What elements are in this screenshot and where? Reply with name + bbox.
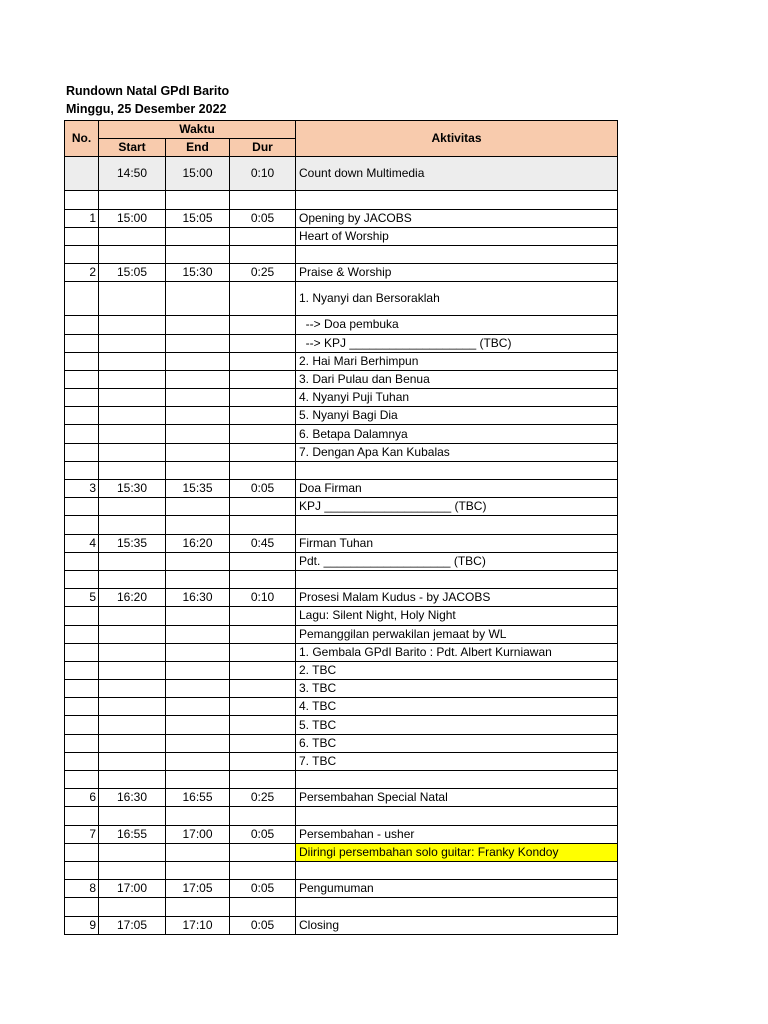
cell-end	[166, 407, 230, 425]
table-row	[65, 716, 618, 734]
cell-activity: Opening by JACOBS	[296, 209, 618, 227]
cell-activity: Pemanggilan perwakilan jemaat by WL	[296, 625, 618, 643]
cell-end: 17:00	[166, 825, 230, 843]
table-row	[65, 443, 618, 461]
cell-dur	[230, 570, 296, 588]
cell-start	[99, 607, 166, 625]
table-row	[65, 607, 618, 625]
cell-start	[99, 552, 166, 570]
cell-end	[166, 661, 230, 679]
cell-no	[65, 716, 99, 734]
table-row	[65, 264, 618, 282]
cell-activity: 2. Hai Mari Berhimpun	[296, 352, 618, 370]
cell-dur	[230, 316, 296, 334]
table-row	[65, 282, 618, 316]
cell-end	[166, 898, 230, 916]
cell-start: 15:00	[99, 209, 166, 227]
table-row	[65, 245, 618, 263]
cell-dur: 0:05	[230, 825, 296, 843]
table-row	[65, 916, 618, 934]
cell-start: 17:00	[99, 880, 166, 898]
cell-end	[166, 625, 230, 643]
cell-start: 14:50	[99, 157, 166, 191]
cell-dur	[230, 698, 296, 716]
cell-dur	[230, 227, 296, 245]
cell-no	[65, 461, 99, 479]
cell-start	[99, 752, 166, 770]
cell-no: 5	[65, 589, 99, 607]
cell-activity	[296, 516, 618, 534]
cell-dur: 0:25	[230, 789, 296, 807]
table-row	[65, 589, 618, 607]
cell-end	[166, 245, 230, 263]
header-dur: Dur	[230, 139, 296, 157]
table-row	[65, 825, 618, 843]
header-start: Start	[99, 139, 166, 157]
cell-end	[166, 680, 230, 698]
cell-no	[65, 227, 99, 245]
cell-no: 1	[65, 209, 99, 227]
table-row	[65, 843, 618, 861]
cell-end	[166, 861, 230, 879]
cell-dur	[230, 552, 296, 570]
cell-activity: 7. Dengan Apa Kan Kubalas	[296, 443, 618, 461]
cell-start	[99, 334, 166, 352]
cell-dur	[230, 716, 296, 734]
cell-end	[166, 570, 230, 588]
cell-no	[65, 570, 99, 588]
header-row	[65, 121, 618, 139]
cell-dur: 0:45	[230, 534, 296, 552]
table-row	[65, 661, 618, 679]
cell-dur	[230, 861, 296, 879]
table-row	[65, 157, 618, 191]
cell-end	[166, 389, 230, 407]
table-row	[65, 643, 618, 661]
table-row	[65, 407, 618, 425]
cell-end	[166, 843, 230, 861]
table-row	[65, 334, 618, 352]
cell-start	[99, 425, 166, 443]
cell-activity: 3. Dari Pulau dan Benua	[296, 370, 618, 388]
table-row	[65, 209, 618, 227]
cell-start	[99, 680, 166, 698]
cell-activity: 4. Nyanyi Puji Tuhan	[296, 389, 618, 407]
cell-no	[65, 771, 99, 789]
cell-activity: Praise & Worship	[296, 264, 618, 282]
cell-end	[166, 643, 230, 661]
cell-no	[65, 425, 99, 443]
cell-dur	[230, 443, 296, 461]
cell-dur	[230, 352, 296, 370]
table-row	[65, 389, 618, 407]
cell-no	[65, 698, 99, 716]
table-row	[65, 752, 618, 770]
table-row	[65, 880, 618, 898]
cell-activity: KPJ ___________________ (TBC)	[296, 498, 618, 516]
cell-start	[99, 352, 166, 370]
cell-no	[65, 352, 99, 370]
cell-activity	[296, 771, 618, 789]
cell-start	[99, 389, 166, 407]
cell-no	[65, 282, 99, 316]
cell-activity: Persembahan Special Natal	[296, 789, 618, 807]
cell-activity: Heart of Worship	[296, 227, 618, 245]
cell-dur: 0:05	[230, 209, 296, 227]
cell-dur: 0:05	[230, 880, 296, 898]
cell-dur	[230, 389, 296, 407]
cell-dur	[230, 370, 296, 388]
cell-end: 17:05	[166, 880, 230, 898]
rundown-body	[65, 157, 618, 934]
cell-start	[99, 407, 166, 425]
header-no: No.	[65, 121, 99, 157]
cell-start	[99, 843, 166, 861]
cell-no	[65, 607, 99, 625]
cell-start	[99, 227, 166, 245]
cell-end	[166, 752, 230, 770]
cell-end: 15:05	[166, 209, 230, 227]
table-row	[65, 552, 618, 570]
cell-no: 7	[65, 825, 99, 843]
cell-activity: 5. Nyanyi Bagi Dia	[296, 407, 618, 425]
cell-activity	[296, 191, 618, 209]
cell-end: 15:30	[166, 264, 230, 282]
table-row	[65, 771, 618, 789]
cell-end: 16:20	[166, 534, 230, 552]
cell-start: 15:35	[99, 534, 166, 552]
cell-dur	[230, 807, 296, 825]
cell-start	[99, 516, 166, 534]
cell-start	[99, 370, 166, 388]
cell-end	[166, 461, 230, 479]
cell-start	[99, 498, 166, 516]
cell-end	[166, 352, 230, 370]
cell-dur	[230, 334, 296, 352]
cell-no	[65, 191, 99, 209]
cell-activity: Doa Firman	[296, 480, 618, 498]
table-row	[65, 625, 618, 643]
cell-end: 15:00	[166, 157, 230, 191]
cell-end	[166, 716, 230, 734]
table-row	[65, 425, 618, 443]
cell-end	[166, 282, 230, 316]
cell-activity: Count down Multimedia	[296, 157, 618, 191]
cell-activity: Pengumuman	[296, 880, 618, 898]
cell-activity	[296, 861, 618, 879]
cell-dur	[230, 771, 296, 789]
cell-no	[65, 643, 99, 661]
cell-start	[99, 443, 166, 461]
cell-no	[65, 552, 99, 570]
cell-activity: 6. TBC	[296, 734, 618, 752]
cell-activity: Firman Tuhan	[296, 534, 618, 552]
cell-start: 15:05	[99, 264, 166, 282]
cell-start: 16:30	[99, 789, 166, 807]
cell-start	[99, 643, 166, 661]
cell-dur	[230, 607, 296, 625]
cell-no	[65, 516, 99, 534]
rundown-table	[64, 120, 618, 935]
cell-dur	[230, 498, 296, 516]
cell-activity: 1. Gembala GPdI Barito : Pdt. Albert Kurniawan	[296, 643, 618, 661]
cell-end	[166, 334, 230, 352]
cell-start	[99, 625, 166, 643]
cell-start	[99, 661, 166, 679]
table-row	[65, 680, 618, 698]
table-row	[65, 516, 618, 534]
cell-no	[65, 334, 99, 352]
cell-end: 16:30	[166, 589, 230, 607]
cell-no: 6	[65, 789, 99, 807]
cell-dur: 0:25	[230, 264, 296, 282]
cell-activity: 7. TBC	[296, 752, 618, 770]
table-row	[65, 570, 618, 588]
table-row	[65, 807, 618, 825]
cell-dur	[230, 680, 296, 698]
cell-dur	[230, 752, 296, 770]
cell-end	[166, 552, 230, 570]
cell-dur	[230, 191, 296, 209]
cell-no	[65, 625, 99, 643]
cell-end	[166, 316, 230, 334]
table-row	[65, 861, 618, 879]
cell-no: 8	[65, 880, 99, 898]
cell-start: 15:30	[99, 480, 166, 498]
cell-no	[65, 443, 99, 461]
table-row	[65, 898, 618, 916]
cell-dur	[230, 625, 296, 643]
cell-dur	[230, 661, 296, 679]
cell-dur: 0:10	[230, 589, 296, 607]
cell-dur	[230, 843, 296, 861]
cell-activity	[296, 570, 618, 588]
cell-end: 17:10	[166, 916, 230, 934]
cell-no	[65, 245, 99, 263]
cell-no	[65, 898, 99, 916]
cell-no	[65, 498, 99, 516]
cell-activity: 6. Betapa Dalamnya	[296, 425, 618, 443]
cell-end	[166, 498, 230, 516]
cell-activity: 5. TBC	[296, 716, 618, 734]
cell-activity	[296, 807, 618, 825]
cell-end	[166, 607, 230, 625]
cell-no	[65, 843, 99, 861]
cell-activity: Diiringi persembahan solo guitar: Franky Kondoy	[296, 843, 618, 861]
cell-start	[99, 807, 166, 825]
cell-dur: 0:10	[230, 157, 296, 191]
header-waktu: Waktu	[99, 121, 296, 139]
cell-dur	[230, 898, 296, 916]
cell-start	[99, 191, 166, 209]
table-row	[65, 698, 618, 716]
cell-dur: 0:05	[230, 480, 296, 498]
cell-dur	[230, 734, 296, 752]
cell-no	[65, 734, 99, 752]
cell-end	[166, 227, 230, 245]
header-aktivitas: Aktivitas	[296, 121, 618, 157]
cell-start	[99, 245, 166, 263]
table-row	[65, 227, 618, 245]
cell-start	[99, 570, 166, 588]
cell-end	[166, 734, 230, 752]
cell-start	[99, 734, 166, 752]
cell-activity: --> Doa pembuka	[296, 316, 618, 334]
cell-activity	[296, 461, 618, 479]
cell-dur: 0:05	[230, 916, 296, 934]
cell-activity: Lagu: Silent Night, Holy Night	[296, 607, 618, 625]
cell-no	[65, 389, 99, 407]
cell-start	[99, 698, 166, 716]
table-row	[65, 734, 618, 752]
table-row	[65, 316, 618, 334]
cell-no	[65, 407, 99, 425]
cell-no: 3	[65, 480, 99, 498]
table-row	[65, 461, 618, 479]
cell-activity: 3. TBC	[296, 680, 618, 698]
header-end: End	[166, 139, 230, 157]
table-row	[65, 480, 618, 498]
cell-end	[166, 771, 230, 789]
cell-dur	[230, 282, 296, 316]
cell-dur	[230, 407, 296, 425]
cell-activity: 4. TBC	[296, 698, 618, 716]
cell-no	[65, 680, 99, 698]
cell-no	[65, 157, 99, 191]
cell-no	[65, 316, 99, 334]
cell-start: 16:20	[99, 589, 166, 607]
cell-end	[166, 807, 230, 825]
cell-dur	[230, 245, 296, 263]
table-row	[65, 370, 618, 388]
cell-no: 9	[65, 916, 99, 934]
cell-no: 4	[65, 534, 99, 552]
cell-dur	[230, 643, 296, 661]
cell-activity	[296, 898, 618, 916]
cell-activity: --> KPJ ___________________ (TBC)	[296, 334, 618, 352]
cell-end	[166, 425, 230, 443]
table-row	[65, 789, 618, 807]
cell-end	[166, 443, 230, 461]
cell-no	[65, 752, 99, 770]
cell-start	[99, 771, 166, 789]
cell-activity: Persembahan - usher	[296, 825, 618, 843]
document-title: Rundown Natal GPdI Barito	[66, 84, 230, 98]
cell-no	[65, 370, 99, 388]
cell-end	[166, 370, 230, 388]
cell-end	[166, 698, 230, 716]
document-date: Minggu, 25 Desember 2022	[66, 102, 227, 116]
table-row	[65, 191, 618, 209]
cell-activity	[296, 245, 618, 263]
table-row	[65, 352, 618, 370]
cell-dur	[230, 461, 296, 479]
cell-dur	[230, 516, 296, 534]
cell-start: 17:05	[99, 916, 166, 934]
cell-end: 16:55	[166, 789, 230, 807]
table-row	[65, 534, 618, 552]
cell-activity: 2. TBC	[296, 661, 618, 679]
cell-no	[65, 807, 99, 825]
cell-start	[99, 461, 166, 479]
cell-no: 2	[65, 264, 99, 282]
cell-end	[166, 516, 230, 534]
cell-start	[99, 898, 166, 916]
cell-activity: Pdt. ___________________ (TBC)	[296, 552, 618, 570]
cell-no	[65, 661, 99, 679]
cell-start	[99, 716, 166, 734]
cell-activity: Prosesi Malam Kudus - by JACOBS	[296, 589, 618, 607]
cell-no	[65, 861, 99, 879]
cell-start	[99, 282, 166, 316]
cell-start: 16:55	[99, 825, 166, 843]
cell-start	[99, 316, 166, 334]
cell-end: 15:35	[166, 480, 230, 498]
cell-end	[166, 191, 230, 209]
cell-activity: Closing	[296, 916, 618, 934]
cell-dur	[230, 425, 296, 443]
table-row	[65, 498, 618, 516]
cell-start	[99, 861, 166, 879]
cell-activity: 1. Nyanyi dan Bersoraklah	[296, 282, 618, 316]
